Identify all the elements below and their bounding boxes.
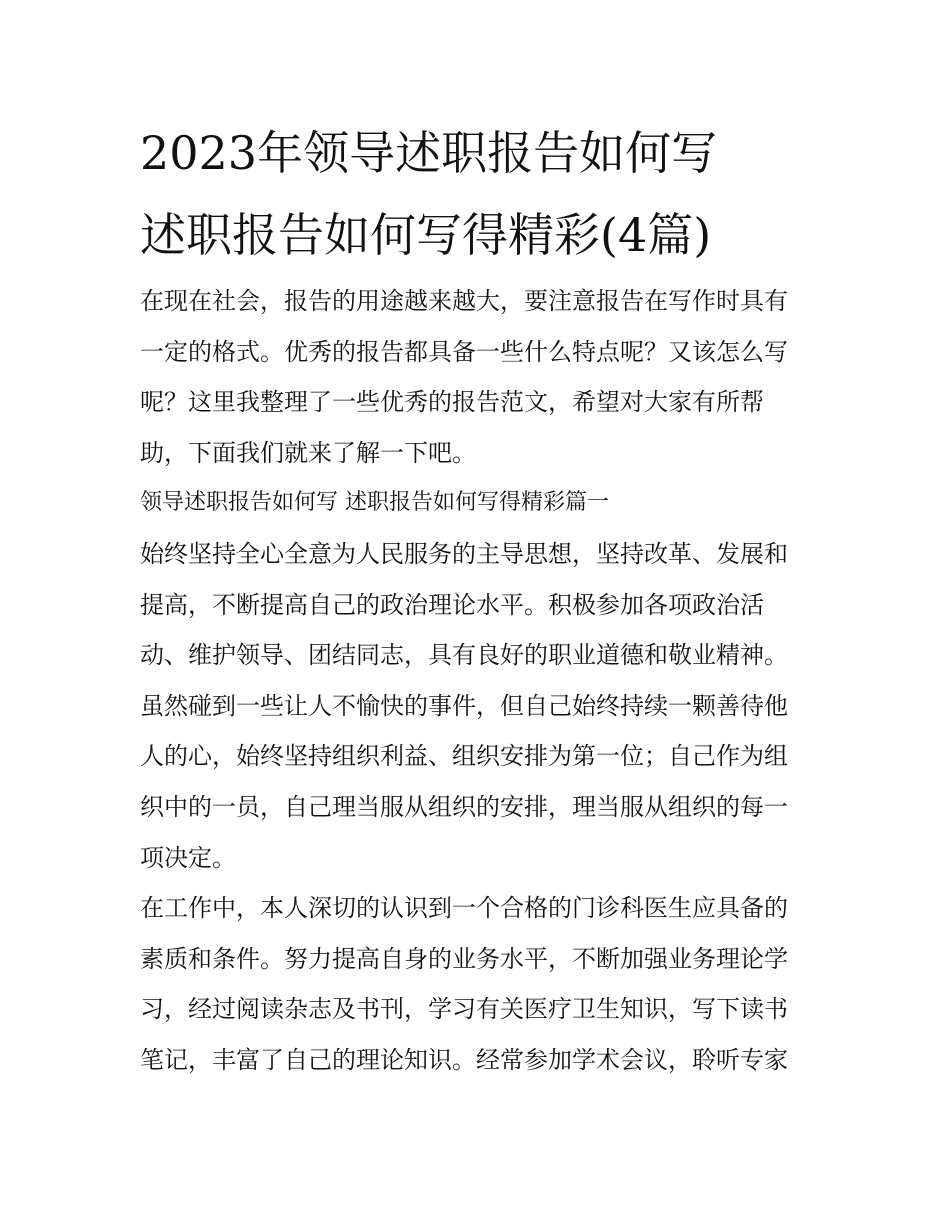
paragraph1-line: 虽然碰到一些让人不愉快的事件，但自己始终持续一颗善待他 (140, 691, 788, 720)
paragraph1-line: 提高，不断提高自己的政治理论水平。积极参加各项政治活 (140, 590, 764, 619)
paragraph1-line: 项决定。 (140, 843, 236, 872)
title-line-1: 2023年领导述职报告如何写 (140, 126, 718, 180)
intro-line: 一定的格式。优秀的报告都具备一些什么特点呢？又该怎么写 (140, 337, 788, 366)
paragraph2-line: 素质和条件。努力提高自身的业务水平，不断加强业务理论学 (140, 944, 788, 973)
paragraph1-line: 织中的一员，自己理当服从组织的安排，理当服从组织的每一 (140, 792, 788, 821)
section-heading: 领导述职报告如何写 述职报告如何写得精彩篇一 (140, 490, 609, 516)
intro-line: 在现在社会，报告的用途越来越大，要注意报告在写作时具有 (140, 287, 788, 315)
paragraph1-line: 始终坚持全心全意为人民服务的主导思想，坚持改革、发展和 (140, 539, 788, 568)
paragraph2-line: 在工作中，本人深切的认识到一个合格的门诊科医生应具备的 (140, 894, 788, 923)
intro-line: 呢？这里我整理了一些优秀的报告范文，希望对大家有所帮 (140, 388, 764, 417)
title-line-2: 述职报告如何写得精彩(4篇) (140, 208, 712, 262)
paragraph2-line: 习，经过阅读杂志及书刊，学习有关医疗卫生知识，写下读书 (140, 995, 788, 1024)
paragraph2-line: 笔记，丰富了自己的理论知识。经常参加学术会议，聆听专家 (140, 1045, 788, 1074)
paragraph1-line: 动、维护领导、团结同志，具有良好的职业道德和敬业精神。 (140, 641, 788, 670)
paragraph1-line: 人的心，始终坚持组织利益、组织安排为第一位；自己作为组 (140, 742, 788, 771)
document-title (140, 112, 820, 276)
document-body (140, 276, 820, 1086)
intro-line: 助，下面我们就来了解一下吧。 (140, 438, 476, 467)
